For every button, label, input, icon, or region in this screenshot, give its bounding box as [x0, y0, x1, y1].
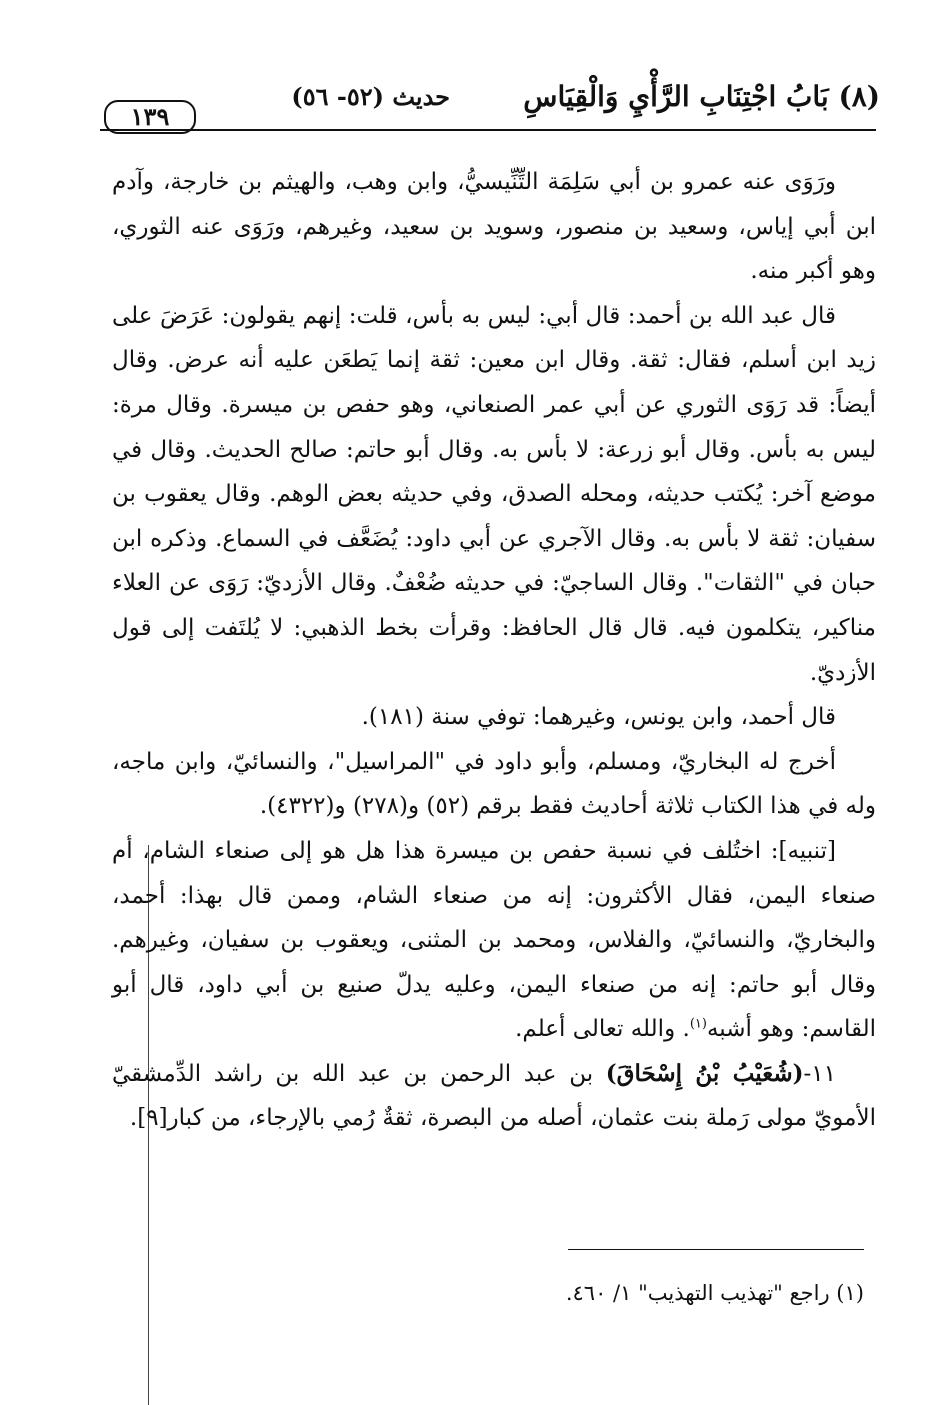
paragraph-note — [112, 829, 876, 1052]
page-header — [100, 78, 880, 136]
narrator-name: (شُعَيْبُ بْنُ إِسْحَاقَ) — [605, 1059, 804, 1087]
paragraph-gradings: قال عبد الله بن أحمد: قال أبي: ليس به بأس، قلت: إنهم يقولون: عَرَضَ على زيد ابن أسلم، فقال: ثقة. وقال ابن معين: ثقة إنما يَطعَن عليه أنه عرض. وقال أيضاً: قد رَوَى الثوري عن أبي عمر الصنعاني، وهو حفص بن ميسرة. وقال مرة: ليس به بأس. وقال أبو زرعة: لا بأس به. وقال أبو حاتم: صالح الحديث. وقال في موضع آخر: يُكتب حديثه، ومحله الصدق، وفي حديثه بعض الوهم. وقال يعقوب بن سفيان: ثقة لا بأس به. وقال الآجري عن أبي داود: يُضَعَّف في السماع. وذكره ابن حبان في "الثقات". وقال الساجيّ: في حديثه ضُعْفٌ. وقال الأزديّ: رَوَى عن العلاء مناكير، يتكلمون فيه. قال قال الحافظ: وقرأت بخط الذهبي: لا يُلتَفت إلى قول الأزديّ. — [112, 302, 876, 686]
page-number: ١٣٩ — [104, 100, 196, 134]
entry-number: ١١- — [803, 1060, 836, 1087]
footnote-divider — [568, 1249, 864, 1250]
paragraph-narrator-entry — [112, 1052, 876, 1141]
main-text — [112, 160, 876, 1141]
entry-text: بن عبد الرحمن بن عبد الله بن راشد الدِّمشقيّ الأمويّ مولى رَملة بنت عثمان، أصله من البصرة، ثقةٌ رُمي بالإرجاء، من كبار[٩]. — [112, 1060, 876, 1132]
note-ending: . والله تعالى أعلم. — [515, 1016, 690, 1043]
header-divider — [100, 129, 876, 131]
footnote: (١) راجع "تهذيب التهذيب" ١/ ٤٦٠. — [565, 1281, 864, 1305]
paragraph-narrators: ورَوَى عنه عمرو بن أبي سَلِمَة التِّنِّيسيُّ، وابن وهب، والهيثم بن خارجة، وآدم ابن أبي إياس، وسعيد بن منصور، وسويد بن سعيد، وغيرهم، ورَوَى عنه الثوري، وهو أكبر منه. — [112, 169, 876, 285]
paragraph-death-year: قال أحمد، وابن يونس، وغيرهما: توفي سنة (١٨١). — [361, 704, 836, 731]
footnote-reference: (١) — [689, 1016, 707, 1032]
hadith-range: حديث (٥٢- ٥٦) — [291, 82, 450, 111]
note-text: [تنبيه]: اختُلف في نسبة حفص بن ميسرة هذا هل هو إلى صنعاء الشام، أم صنعاء اليمن، فقال الأكثرون: إنه من صنعاء الشام، وممن قال بهذا: أحمد، والبخاريّ، والنسائيّ، والفلاس، ومحمد بن المثنى، ويعقوب بن سفيان، وغيرهم. وقال أبو حاتم: إنه من صنعاء اليمن، وعليه يدلّ صنيع بن أبي داود، قال أبو القاسم: وهو أشبه — [112, 837, 877, 1043]
paragraph-sources: أخرج له البخاريّ، ومسلم، وأبو داود في "المراسيل"، والنسائيّ، وابن ماجه، وله في هذا الكتاب ثلاثة أحاديث فقط برقم (٥٢) و(٢٧٨) و(٤٣٢٢). — [112, 748, 876, 820]
chapter-title: (٨) بَابُ اجْتِنَابِ الرَّأْيِ وَالْقِيَاسِ — [523, 80, 880, 113]
